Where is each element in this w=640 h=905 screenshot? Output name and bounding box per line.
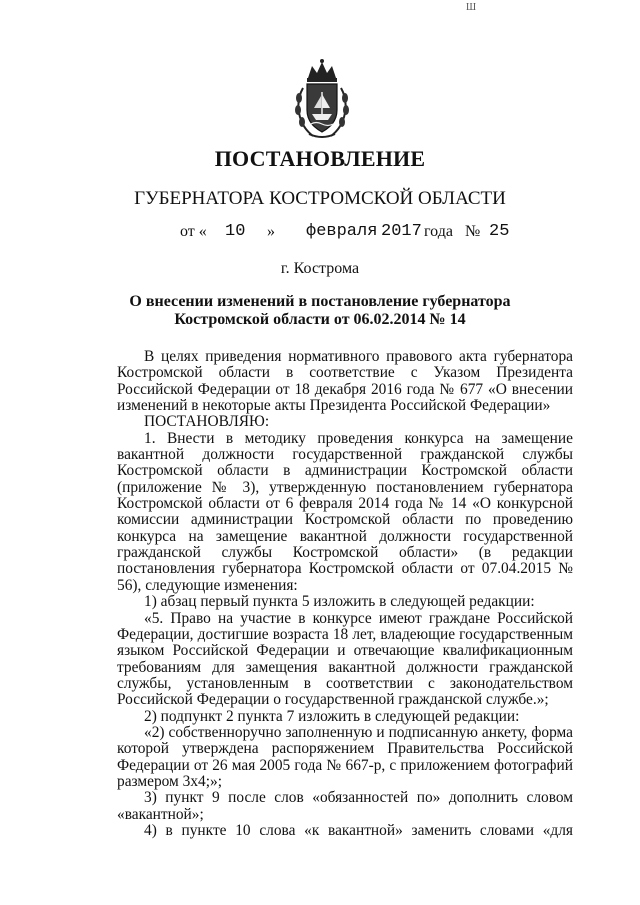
document-number: 25 [489,222,510,241]
date-prefix: от « [180,223,207,240]
paragraph-item-1: 1. Внести в методику проведения конкурса на замещение вакантной должности государственной гражданской службы Костромской области в администрации Костромской области (приложение № 3), утвержденную постановлением губернатора Костромской области от 6 февраля 2014 года № 14 «О конкурсной комиссии администрации Костромской области по проведению конкурса на замещение вакантной должности государственной гражданской службы Костромской области» (в редакции постановления губернатора Костромской области от 07.04.2015 № 56), следующие изменения: [117,429,573,594]
issuer-line: ГУБЕРНАТОРА КОСТРОМСКОЙ ОБЛАСТИ [134,188,506,209]
number-sign: № [465,223,481,240]
date-year-word: года [424,223,453,240]
document-body [117,349,573,839]
corner-mark: Ш [466,2,477,13]
date-month: февраля [306,222,378,241]
date-year: 2017 [381,222,422,241]
paragraph-resolve: ПОСТАНОВЛЯЮ: [144,413,270,431]
date-day: 10 [225,222,246,241]
date-line [0,223,640,245]
paragraph-subitem-4: 4) в пункте 10 слова «к вакантной» заменить словами «для [144,821,573,839]
paragraph-subitem-3: 3) пункт 9 после слов «обязанностей по» дополнить словом «вакантной»; [117,789,573,823]
paragraph-preamble: В целях приведения нормативного правового акта губернатора Костромской области в соответствие с Указом Президента Российской Федерации от 18 декабря 2016 года № 677 «О внесении изменений в некоторые акты Президента Российской Федерации» [117,348,573,415]
paragraph-quote-5: «5. Право на участие в конкурсе имеют граждане Российской Федерации, достигшие возраста 18 лет, владеющие государственным языком Российской Федерации и отвечающие квалификационным требованиям для замещения вакантной должности гражданской службы, установленным в соответствии с законодательством Российской Федерации о государственной гражданской службе.»; [117,609,573,709]
subject-heading [0,293,640,329]
kostroma-coat-of-arms-icon [291,58,353,140]
date-close-quote: » [267,223,275,240]
subject-line-2: Костромской области от 06.02.2014 № 14 [174,311,466,328]
subject-line-1: О внесении изменений в постановление губернатора [129,293,511,310]
document-title: ПОСТАНОВЛЕНИЕ [214,146,426,171]
paragraph-subitem-2: 2) подпункт 2 пункта 7 изложить в следующей редакции: [144,707,520,725]
paragraph-quote-2: «2) собственноручно заполненную и подписанную анкету, форма которой утверждена распоряжением Правительства Российской Федерации от 26 мая 2005 года № 667-р, с приложением фотографий размером 3х4;»; [117,723,573,790]
city-line: г. Кострома [280,260,360,277]
paragraph-subitem-1: 1) абзац первый пункта 5 изложить в следующей редакции: [144,593,535,611]
